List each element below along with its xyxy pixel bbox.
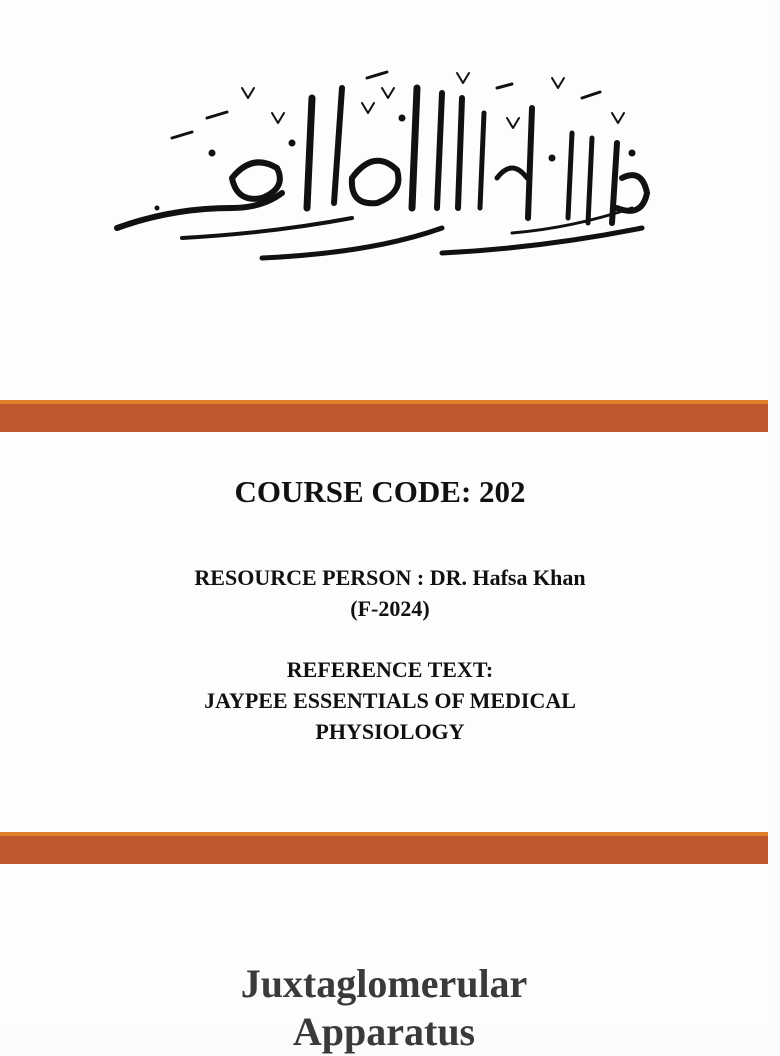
document-title (0, 960, 768, 1056)
bismillah-calligraphy-image (112, 58, 652, 273)
top-divider-bar (0, 400, 768, 432)
reference-title-line2: PHYSIOLOGY (315, 719, 465, 744)
reference-heading: REFERENCE TEXT: (286, 657, 494, 682)
resource-person-term: (F-2024) (350, 596, 430, 621)
resource-person-block (0, 562, 780, 624)
resource-person-line: RESOURCE PERSON : DR. Hafsa Khan (194, 565, 586, 590)
document-title-line1: Juxtaglomerular (240, 961, 528, 1006)
bismillah-calligraphy (112, 58, 652, 273)
reference-title-line1: JAYPEE ESSENTIALS OF MEDICAL (204, 688, 576, 713)
reference-text-block (0, 654, 780, 747)
document-title-line2: Apparatus (292, 1009, 476, 1054)
course-code-heading: COURSE CODE: 202 (234, 474, 526, 509)
bottom-divider-bar (0, 832, 768, 864)
